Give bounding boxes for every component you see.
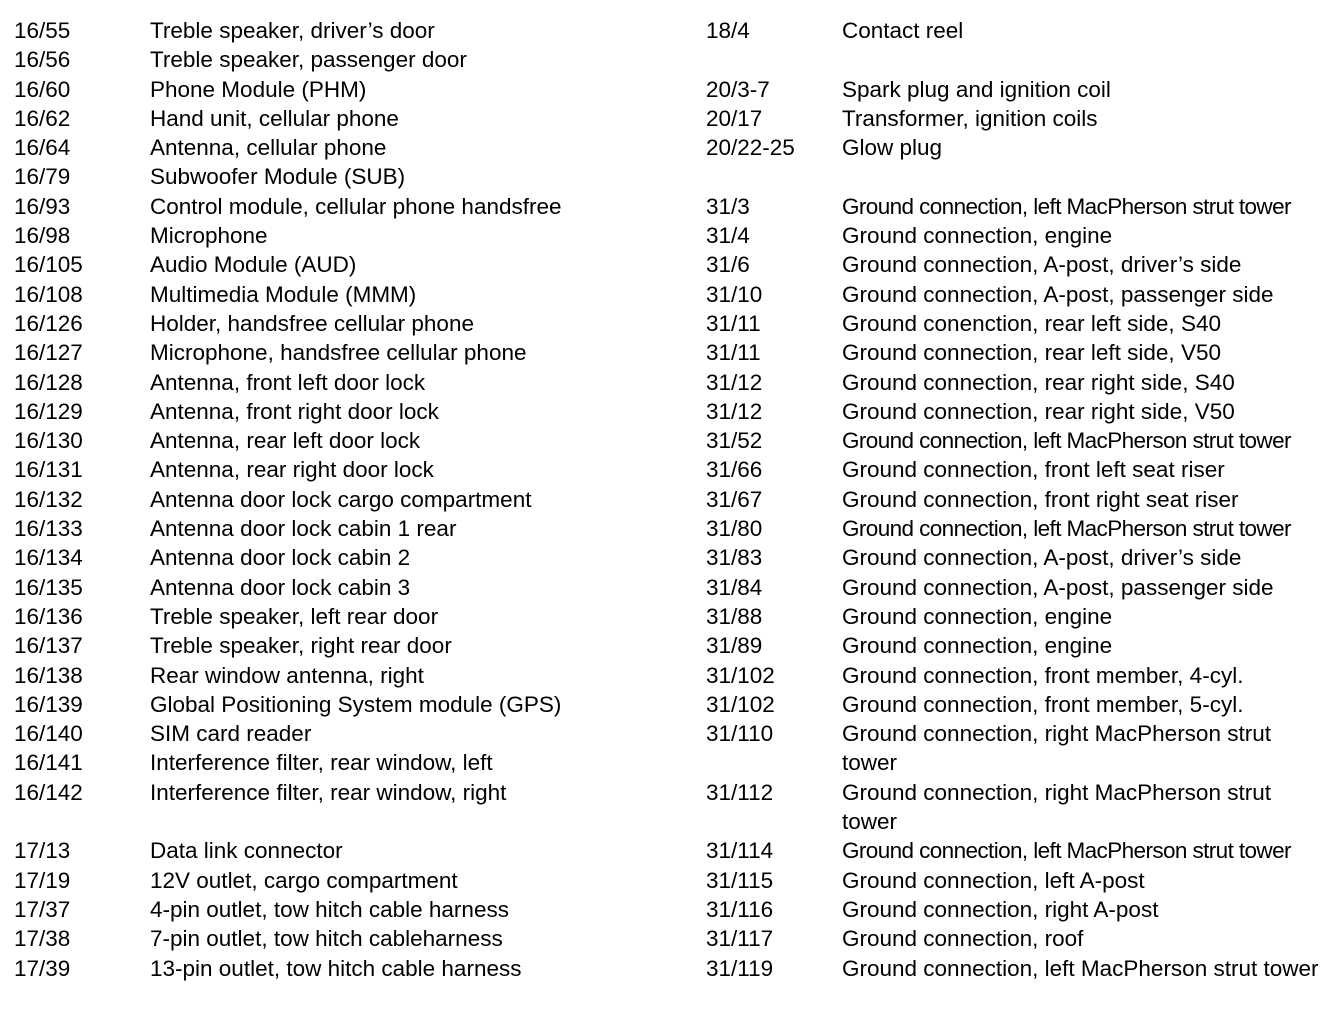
list-item bbox=[14, 455, 674, 484]
list-item bbox=[706, 280, 1342, 309]
list-item bbox=[706, 485, 1342, 514]
list-item bbox=[706, 836, 1342, 865]
component-description: Transformer, ignition coils bbox=[842, 105, 1098, 131]
list-item bbox=[14, 45, 674, 74]
list-item bbox=[706, 250, 1342, 279]
list-item bbox=[706, 133, 1342, 162]
list-item bbox=[14, 719, 674, 748]
component-code: 16/55 bbox=[14, 18, 71, 43]
group-spacer bbox=[706, 45, 1342, 74]
component-code: 31/102 bbox=[706, 691, 775, 717]
component-description: Antenna door lock cabin 1 rear bbox=[150, 516, 457, 542]
component-description: Antenna, front left door lock bbox=[150, 369, 426, 395]
list-item bbox=[14, 895, 674, 924]
component-description: Spark plug and ignition coil bbox=[842, 76, 1111, 102]
list-item bbox=[14, 485, 674, 514]
component-code: 16/142 bbox=[14, 779, 83, 805]
component-description: 12V outlet, cargo compartment bbox=[150, 867, 458, 893]
component-code: 31/102 bbox=[706, 662, 775, 688]
component-description: Ground connection, right MacPherson strut tower bbox=[842, 779, 1271, 835]
list-item bbox=[706, 426, 1342, 455]
component-code: 16/93 bbox=[14, 193, 71, 219]
left-component-list bbox=[14, 16, 674, 983]
list-item bbox=[706, 104, 1342, 133]
list-item bbox=[14, 836, 674, 865]
list-item bbox=[706, 631, 1342, 660]
list-item bbox=[14, 368, 674, 397]
list-item bbox=[706, 397, 1342, 426]
component-code: 16/62 bbox=[14, 105, 71, 131]
component-description: Ground connection, roof bbox=[842, 926, 1084, 952]
list-item bbox=[14, 221, 674, 250]
list-item bbox=[14, 280, 674, 309]
component-description: Phone Module (PHM) bbox=[150, 76, 367, 102]
component-description: Glow plug bbox=[842, 135, 943, 161]
component-code: 31/66 bbox=[706, 457, 763, 483]
list-item bbox=[706, 75, 1342, 104]
list-item bbox=[706, 221, 1342, 250]
list-item bbox=[14, 514, 674, 543]
list-item bbox=[14, 866, 674, 895]
component-code: 16/136 bbox=[14, 603, 83, 629]
list-item bbox=[706, 16, 1342, 45]
component-code: 31/6 bbox=[706, 252, 750, 278]
component-description: Audio Module (AUD) bbox=[150, 252, 357, 278]
component-description: Ground connection, left A-post bbox=[842, 867, 1145, 893]
component-code: 16/133 bbox=[14, 516, 83, 542]
list-item bbox=[14, 16, 674, 45]
component-description: Holder, handsfree cellular phone bbox=[150, 310, 474, 336]
list-item bbox=[706, 924, 1342, 953]
component-code: 16/79 bbox=[14, 164, 71, 190]
component-code: 31/52 bbox=[706, 428, 763, 454]
right-component-list bbox=[706, 16, 1342, 1012]
component-code: 31/12 bbox=[706, 369, 763, 395]
list-item bbox=[706, 602, 1342, 631]
component-description: Interference filter, rear window, left bbox=[150, 750, 493, 776]
component-code: 16/56 bbox=[14, 47, 71, 73]
component-description: Ground connection, left MacPherson strut tower bbox=[842, 838, 1291, 864]
component-description: Ground connection, left MacPherson strut tower bbox=[842, 516, 1291, 542]
component-code: 16/139 bbox=[14, 691, 83, 717]
component-code: 16/135 bbox=[14, 574, 83, 600]
component-description: Ground connection, A-post, driver’s side bbox=[842, 545, 1242, 571]
list-item bbox=[706, 954, 1342, 1013]
component-code: 16/132 bbox=[14, 486, 83, 512]
list-item bbox=[706, 690, 1342, 719]
component-code: 31/114 bbox=[706, 838, 774, 864]
component-code: 31/11 bbox=[706, 310, 761, 336]
component-code: 31/119 bbox=[706, 955, 774, 981]
component-code: 31/80 bbox=[706, 516, 763, 542]
component-code: 16/134 bbox=[14, 545, 83, 571]
list-item bbox=[706, 543, 1342, 572]
component-code: 31/3 bbox=[706, 193, 750, 219]
list-item bbox=[14, 133, 674, 162]
component-description: Multimedia Module (MMM) bbox=[150, 281, 417, 307]
component-description: Subwoofer Module (SUB) bbox=[150, 164, 406, 190]
component-description: Ground connection, rear right side, V50 bbox=[842, 398, 1235, 424]
list-item bbox=[706, 778, 1342, 837]
list-item bbox=[706, 514, 1342, 543]
component-description: Antenna door lock cabin 2 bbox=[150, 545, 411, 571]
component-description: Microphone bbox=[150, 223, 268, 249]
component-description: Antenna, rear left door lock bbox=[150, 428, 421, 454]
list-item bbox=[706, 661, 1342, 690]
component-description: Ground connection, front member, 4-cyl. bbox=[842, 662, 1244, 688]
component-code: 16/140 bbox=[14, 721, 83, 747]
component-description: Ground connection, front left seat riser bbox=[842, 457, 1225, 483]
component-code: 16/128 bbox=[14, 369, 83, 395]
component-description: Treble speaker, driver’s door bbox=[150, 18, 435, 43]
component-code: 16/60 bbox=[14, 76, 71, 102]
component-code: 16/129 bbox=[14, 398, 83, 424]
component-code: 16/131 bbox=[14, 457, 83, 483]
component-description: Ground connection, left MacPherson strut tower bbox=[842, 955, 1319, 981]
list-item bbox=[14, 690, 674, 719]
component-code: 31/83 bbox=[706, 545, 763, 571]
list-item bbox=[14, 104, 674, 133]
component-description: Ground connection, A-post, passenger side bbox=[842, 281, 1274, 307]
component-code: 16/98 bbox=[14, 223, 71, 249]
component-code: 31/112 bbox=[706, 779, 774, 805]
component-description: Antenna door lock cargo compartment bbox=[150, 486, 532, 512]
component-code: 16/64 bbox=[14, 135, 71, 161]
component-code: 20/22-25 bbox=[706, 135, 795, 161]
component-code: 31/4 bbox=[706, 223, 750, 249]
component-description: Global Positioning System module (GPS) bbox=[150, 691, 562, 717]
component-description: SIM card reader bbox=[150, 721, 312, 747]
component-code: 17/39 bbox=[14, 955, 71, 981]
list-item bbox=[14, 250, 674, 279]
list-item bbox=[706, 338, 1342, 367]
component-code: 20/3-7 bbox=[706, 76, 770, 102]
list-item bbox=[14, 631, 674, 660]
component-description: Ground connection, right A-post bbox=[842, 896, 1159, 922]
component-description: Control module, cellular phone handsfree bbox=[150, 193, 562, 219]
component-description: Data link connector bbox=[150, 838, 343, 864]
component-code: 16/137 bbox=[14, 633, 83, 659]
list-item bbox=[14, 309, 674, 338]
component-code: 31/12 bbox=[706, 398, 763, 424]
list-item bbox=[14, 543, 674, 572]
list-item bbox=[706, 309, 1342, 338]
component-description: Interference filter, rear window, right bbox=[150, 779, 507, 805]
list-item bbox=[14, 397, 674, 426]
component-description: Ground connection, left MacPherson strut tower bbox=[842, 193, 1291, 219]
component-code: 31/117 bbox=[706, 926, 774, 952]
component-description: Antenna, cellular phone bbox=[150, 135, 387, 161]
list-item bbox=[706, 719, 1342, 778]
component-description: Ground connection, A-post, driver’s side bbox=[842, 252, 1242, 278]
list-item bbox=[706, 192, 1342, 221]
list-item bbox=[706, 866, 1342, 895]
component-description: Ground connection, front right seat riser bbox=[842, 486, 1239, 512]
component-description: 13-pin outlet, tow hitch cable harness bbox=[150, 955, 522, 981]
component-code: 16/130 bbox=[14, 428, 83, 454]
list-item bbox=[706, 895, 1342, 924]
component-description: Antenna, front right door lock bbox=[150, 398, 439, 424]
component-description: Rear window antenna, right bbox=[150, 662, 424, 688]
component-description: Ground connection, left MacPherson strut tower bbox=[842, 428, 1291, 454]
component-description: Ground connection, engine bbox=[842, 633, 1113, 659]
component-code: 16/108 bbox=[14, 281, 83, 307]
component-code: 31/88 bbox=[706, 603, 763, 629]
component-code: 16/105 bbox=[14, 252, 83, 278]
component-description: Hand unit, cellular phone bbox=[150, 105, 399, 131]
component-description: Treble speaker, passenger door bbox=[150, 47, 467, 73]
list-item bbox=[14, 748, 674, 777]
component-code: 18/4 bbox=[706, 18, 750, 43]
component-description: Microphone, handsfree cellular phone bbox=[150, 340, 527, 366]
component-code: 20/17 bbox=[706, 105, 763, 131]
component-code: 17/19 bbox=[14, 867, 71, 893]
component-description: Treble speaker, left rear door bbox=[150, 603, 439, 629]
component-code: 16/138 bbox=[14, 662, 83, 688]
component-description: Ground connection, A-post, passenger side bbox=[842, 574, 1274, 600]
component-description: Treble speaker, right rear door bbox=[150, 633, 452, 659]
component-description: Contact reel bbox=[842, 18, 964, 43]
group-spacer bbox=[706, 162, 1342, 191]
component-description: 4-pin outlet, tow hitch cable harness bbox=[150, 896, 509, 922]
component-code: 31/10 bbox=[706, 281, 763, 307]
list-item bbox=[14, 573, 674, 602]
component-description: 7-pin outlet, tow hitch cableharness bbox=[150, 926, 503, 952]
component-code: 31/110 bbox=[706, 721, 774, 747]
component-description: Ground conenction, rear left side, S40 bbox=[842, 310, 1221, 336]
component-description: Antenna, rear right door lock bbox=[150, 457, 434, 483]
list-item bbox=[14, 75, 674, 104]
component-code: 31/11 bbox=[706, 340, 761, 366]
component-description: Ground connection, engine bbox=[842, 223, 1113, 249]
list-item bbox=[14, 602, 674, 631]
component-code: 17/37 bbox=[14, 896, 71, 922]
component-code: 17/38 bbox=[14, 926, 71, 952]
component-code: 17/13 bbox=[14, 838, 71, 864]
list-item bbox=[14, 162, 674, 191]
component-code: 31/115 bbox=[706, 867, 774, 893]
list-item bbox=[14, 192, 674, 221]
component-code: 31/84 bbox=[706, 574, 763, 600]
list-item bbox=[706, 455, 1342, 484]
component-code: 16/141 bbox=[14, 750, 83, 776]
list-item bbox=[14, 924, 674, 953]
component-code: 31/67 bbox=[706, 486, 763, 512]
component-code: 31/89 bbox=[706, 633, 763, 659]
component-description: Ground connection, rear right side, S40 bbox=[842, 369, 1235, 395]
list-item bbox=[14, 778, 674, 807]
list-item bbox=[14, 661, 674, 690]
group-spacer bbox=[14, 807, 674, 836]
component-description: Ground connection, right MacPherson strut tower bbox=[842, 721, 1271, 776]
component-description: Ground connection, rear left side, V50 bbox=[842, 340, 1221, 366]
list-item bbox=[14, 426, 674, 455]
list-item bbox=[706, 573, 1342, 602]
component-code: 31/116 bbox=[706, 896, 774, 922]
list-item bbox=[14, 338, 674, 367]
component-code: 16/126 bbox=[14, 310, 83, 336]
component-description: Ground connection, front member, 5-cyl. bbox=[842, 691, 1244, 717]
component-code: 16/127 bbox=[14, 340, 83, 366]
component-description: Ground connection, engine bbox=[842, 603, 1113, 629]
list-item bbox=[14, 954, 674, 983]
component-description: Antenna door lock cabin 3 bbox=[150, 574, 411, 600]
list-item bbox=[706, 368, 1342, 397]
